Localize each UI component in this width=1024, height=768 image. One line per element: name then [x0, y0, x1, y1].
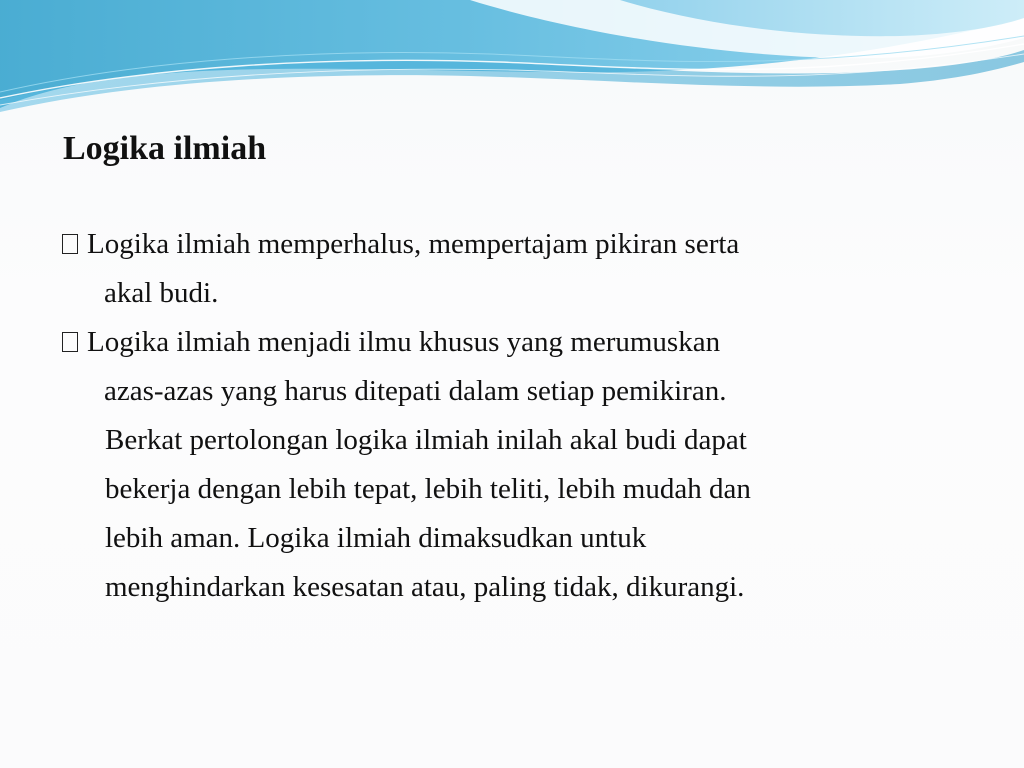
- slide-content: [60, 220, 960, 612]
- bullet-line: azas-azas yang harus ditepati dalam setiap pemikiran.: [104, 375, 727, 407]
- bullet-line: Logika ilmiah memperhalus, mempertajam pikiran serta: [87, 228, 740, 260]
- bullet-line: Berkat pertolongan logika ilmiah inilah akal budi dapat: [105, 424, 747, 456]
- slide-title: Logika ilmiah: [63, 130, 267, 167]
- bullet-line: akal budi.: [104, 277, 219, 309]
- bullet-line: bekerja dengan lebih tepat, lebih teliti, lebih mudah dan: [105, 473, 751, 505]
- bullet-line: lebih aman. Logika ilmiah dimaksudkan untuk: [105, 522, 647, 554]
- missing-glyph-box-icon: [62, 234, 78, 254]
- bullet-line: menghindarkan kesesatan atau, paling tidak, dikurangi.: [105, 571, 745, 603]
- wave-header-decoration: [0, 0, 1024, 130]
- bullet-line: Logika ilmiah menjadi ilmu khusus yang merumuskan: [87, 326, 721, 358]
- missing-glyph-box-icon: [62, 332, 78, 352]
- bullet-item: [60, 318, 960, 612]
- bullet-item: [60, 220, 960, 318]
